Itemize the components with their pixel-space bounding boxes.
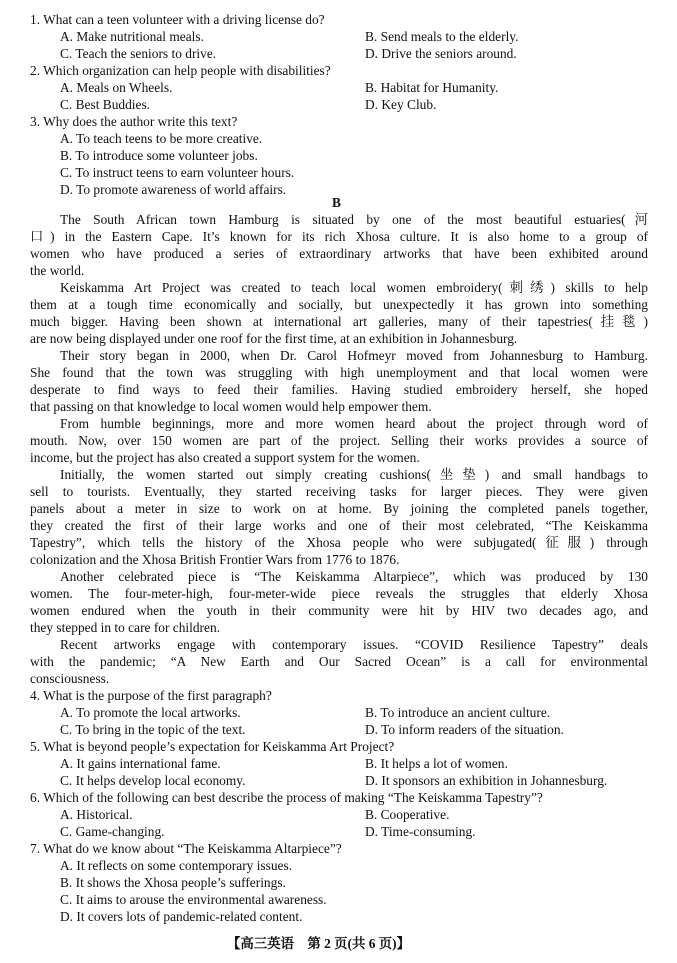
option: D. To promote awareness of world affairs. [60,182,287,197]
option: B. Cooperative. [365,807,450,822]
passage-line: the world. [30,263,85,278]
passage-line: 口) in the Eastern Cape. It’s known for its rich Xhosa culture. It is also home to a group of [30,229,648,244]
question-stem: 4. What is the purpose of the first paragraph? [30,688,272,703]
option: B. To introduce some volunteer jobs. [60,148,258,163]
passage-line: them at a tough time economically and socially, but unexpectedly it has grown into something [30,297,648,312]
passage-line: The South African town Hamburg is situated by one of the most beautiful estuaries(河 [60,212,648,227]
option: A. Meals on Wheels. [60,80,173,95]
question-stem: 6. Which of the following can best describe the process of making “The Keiskamma Tapestry”? [30,790,543,805]
passage-line: with the pandemic; “A New Earth and Our Sacred Ocean” is a call for environmental [30,654,648,669]
option: A. It gains international fame. [60,756,221,771]
passage-line: Their story began in 2000, when Dr. Carol Hofmeyr moved from Johannesburg to Hamburg. [60,348,648,363]
option: B. Send meals to the elderly. [365,29,519,44]
option: D. It covers lots of pandemic-related content. [60,909,303,924]
passage-line: Initially, the women started out simply creating cushions(坐垫) and small handbags to [60,467,648,482]
passage-line: they created the first of their large works and one of their most celebrated, “The Keiskamma [30,518,648,533]
passage-line: Another celebrated piece is “The Keiskamma Altarpiece”, which was produced by 130 [60,569,648,584]
option: D. Key Club. [365,97,437,112]
question-stem: 7. What do we know about “The Keiskamma Altarpiece”? [30,841,342,856]
passage-line: Keiskamma Art Project was created to teach local women embroidery(刺绣) skills to help [60,280,648,295]
option: B. To introduce an ancient culture. [365,705,551,720]
passage-line: sell to tourists. Eventually, they started receiving tasks for larger pieces. They were given [30,484,648,499]
option: C. To instruct teens to earn volunteer hours. [60,165,295,180]
option: B. Habitat for Humanity. [365,80,499,95]
passage-line: desperate to find ways to feed their families. Having studied embroidery herself, she hoped [30,382,648,397]
section-heading: B [332,195,341,210]
passage-line: that passing on that knowledge to local women would help empower them. [30,399,432,414]
passage-line: panels about a meter in size to work on at home. By joining the completed panels together, [30,501,648,516]
option: C. Teach the seniors to drive. [60,46,217,61]
passage-line: colonization and the Xhosa British Frontier Wars from 1776 to 1876. [30,552,400,567]
passage-line: She found that the town was struggling with high unemployment and that local women were [30,365,648,380]
question-stem: 3. Why does the author write this text? [30,114,238,129]
option: A. It reflects on some contemporary issues. [60,858,293,873]
question-stem: 2. Which organization can help people with disabilities? [30,63,331,78]
passage-line: mouth. Now, over 150 women are part of the project. Selling their works provides a source of [30,433,648,448]
passage-line: women endured when the youth in their community were hit by HIV two decades ago, and [30,603,648,618]
option: C. It helps develop local economy. [60,773,246,788]
passage-line: From humble beginnings, more and more women heard about the project through word of [60,416,648,431]
option: D. To inform readers of the situation. [365,722,564,737]
option: C. Game-changing. [60,824,165,839]
passage-line: income, but the project has also created a support system for the women. [30,450,420,465]
passage-line: Tapestry”, which tells the history of the Xhosa people who were subjugated(征服) through [30,535,648,550]
passage-line: they stepped in to care for children. [30,620,220,635]
passage-line: consciousness. [30,671,110,686]
option: C. It aims to arouse the environmental awareness. [60,892,327,907]
passage-line: women. The four-meter-high, four-meter-wide piece reveals the struggles that elderly Xhosa [30,586,648,601]
option: B. It helps a lot of women. [365,756,508,771]
option: A. To promote the local artworks. [60,705,241,720]
option: C. To bring in the topic of the text. [60,722,246,737]
question-stem: 5. What is beyond people’s expectation for Keiskamma Art Project? [30,739,395,754]
option: C. Best Buddies. [60,97,151,112]
option: A. Historical. [60,807,133,822]
option: D. Drive the seniors around. [365,46,517,61]
option: A. Make nutritional meals. [60,29,204,44]
passage-line: Recent artworks engage with contemporary issues. “COVID Resilience Tapestry” deals [60,637,648,652]
option: A. To teach teens to be more creative. [60,131,263,146]
passage-line: women who have produced a series of extraordinary artworks that have been exhibited around [30,246,648,261]
passage-line: are now being displayed under one roof for the first time, at an exhibition in Johannesburg. [30,331,518,346]
option: D. Time-consuming. [365,824,476,839]
option: B. It shows the Xhosa people’s sufferings. [60,875,286,890]
question-stem: 1. What can a teen volunteer with a driving license do? [30,12,325,27]
passage-line: much bigger. Having been shown at international art galleries, many of their tapestries(挂毯) [30,314,648,329]
option: D. It sponsors an exhibition in Johannesburg. [365,773,608,788]
page-footer: 【高三英语 第 2 页(共 6 页)】 [227,936,410,951]
